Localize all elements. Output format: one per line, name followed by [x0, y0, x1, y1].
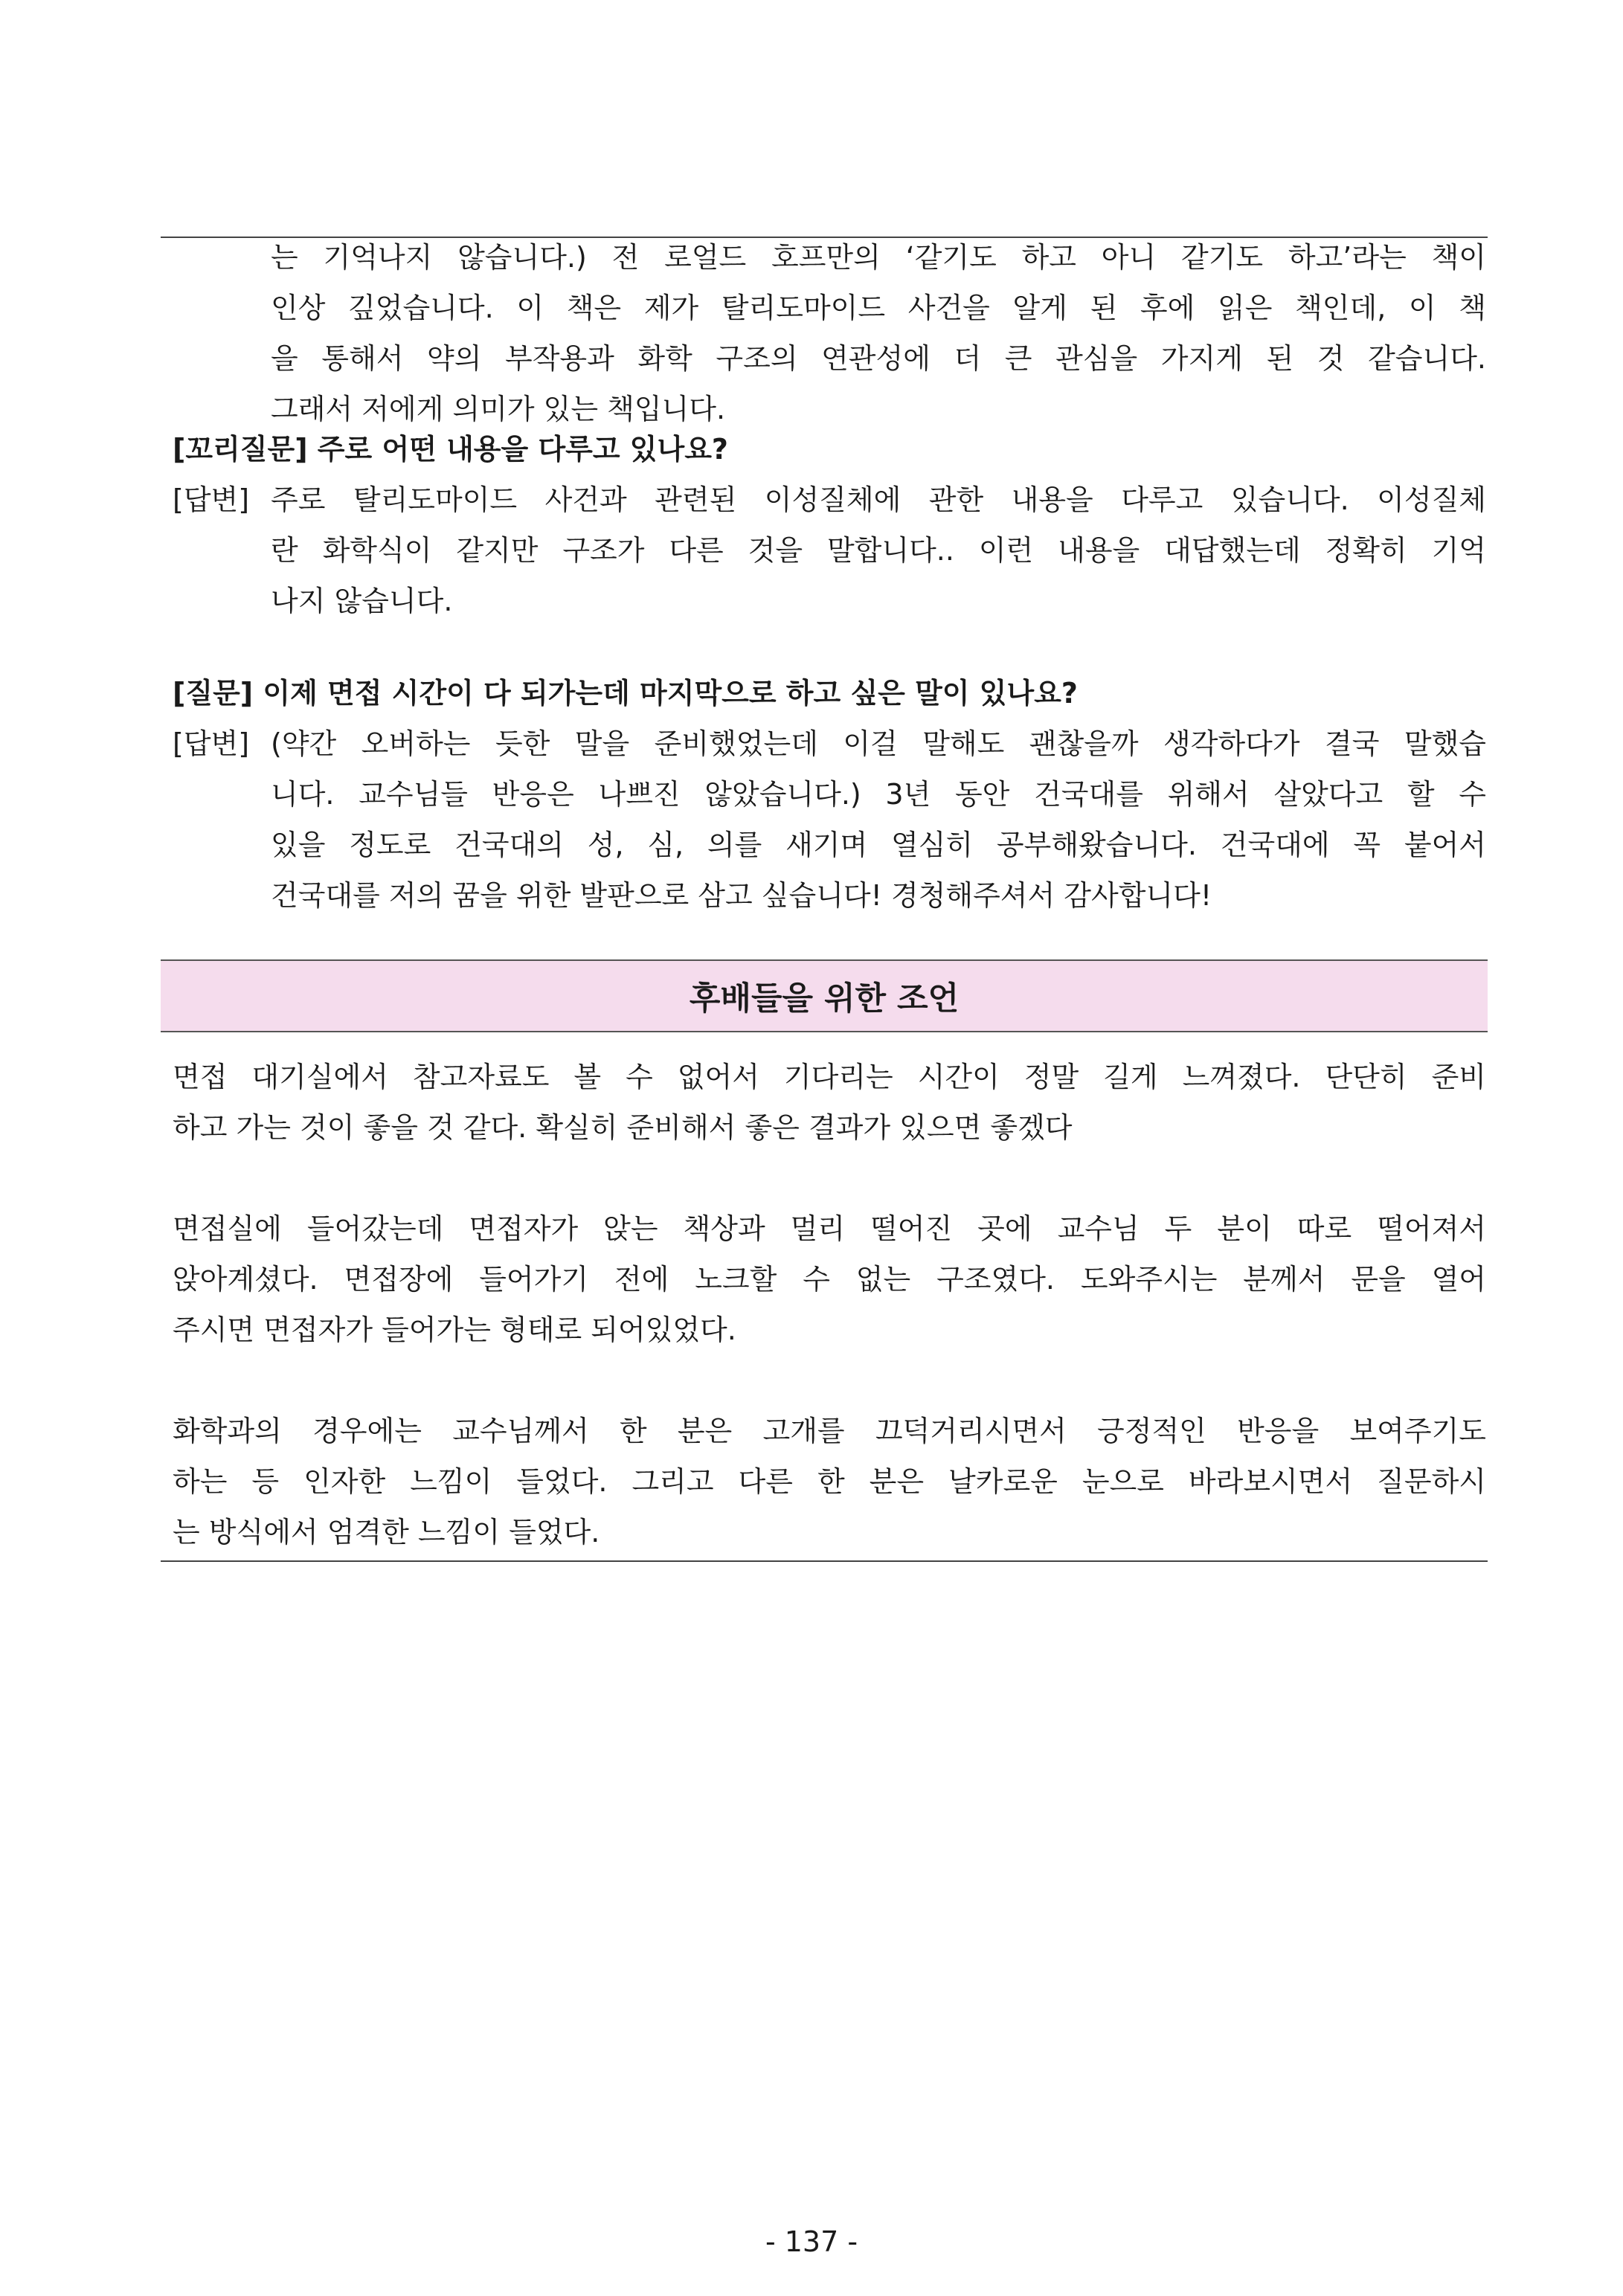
answer-line-1: (약간 오버하는 듯한 말을 준비했었는데 이걸 말해도 괜찮을까 생각하다가 결국 말했습	[271, 727, 1486, 760]
page-number: - 137 -	[765, 2225, 858, 2258]
followup-answer-label: [답변]	[173, 483, 250, 516]
advice-2-line-2: 앉아계셨다. 면접장에 들어가기 전에 노크할 수 없는 구조였다. 도와주시는 분께서 문을 열어	[173, 1263, 1486, 1296]
answer-line-4: 건국대를 저의 꿈을 위한 발판으로 삼고 싶습니다! 경청해주셔서 감사합니다!	[271, 879, 1212, 912]
followup-answer-line-2: 란 화학식이 같지만 구조가 다른 것을 말합니다.. 이런 내용을 대답했는데 정확히 기억	[271, 534, 1486, 567]
followup-answer-line-1: 주로 탈리도마이드 사건과 관련된 이성질체에 관한 내용을 다루고 있습니다. 이성질체	[271, 483, 1486, 516]
top-rule	[161, 237, 1488, 238]
continued-answer-line-2: 인상 깊었습니다. 이 책은 제가 탈리도마이드 사건을 알게 된 후에 읽은 책인데, 이 책	[271, 292, 1486, 324]
advice-3-line-2: 하는 등 인자한 느낌이 들었다. 그리고 다른 한 분은 날카로운 눈으로 바라보시면서 질문하시	[173, 1465, 1486, 1498]
bottom-rule	[161, 1560, 1488, 1562]
answer-line-3: 있을 정도로 건국대의 성, 심, 의를 새기며 열심히 공부해왔습니다. 건국대에 꼭 붙어서	[271, 829, 1486, 861]
continued-answer-line-4: 그래서 저에게 의미가 있는 책입니다.	[271, 393, 726, 425]
question: [질문] 이제 면접 시간이 다 되가는데 마지막으로 하고 싶은 말이 있나요?	[173, 677, 1078, 710]
advice-2-line-3: 주시면 면접자가 들어가는 형태로 되어있었다.	[173, 1313, 736, 1346]
advice-2-line-1: 면접실에 들어갔는데 면접자가 앉는 책상과 멀리 떨어진 곳에 교수님 두 분이 따로 떨어져서	[173, 1212, 1486, 1245]
advice-3-line-1: 화학과의 경우에는 교수님께서 한 분은 고개를 끄덕거리시면서 긍정적인 반응을 보여주기도	[173, 1415, 1486, 1447]
continued-answer-line-1: 는 기억나지 않습니다.) 전 로얼드 호프만의 ‘같기도 하고 아니 같기도 하고’라는 책이	[271, 241, 1486, 274]
advice-1-line-2: 하고 가는 것이 좋을 것 같다. 확실히 준비해서 좋은 결과가 있으면 좋겠다	[173, 1111, 1073, 1144]
section-title: 후배들을 위한 조언	[689, 980, 960, 1017]
advice-3-line-3: 는 방식에서 엄격한 느낌이 들었다.	[173, 1516, 600, 1549]
answer-line-2: 니다. 교수님들 반응은 나쁘진 않았습니다.) 3년 동안 건국대를 위해서 살았다고 할 수	[271, 778, 1486, 811]
advice-1-line-1: 면접 대기실에서 참고자료도 볼 수 없어서 기다리는 시간이 정말 길게 느껴졌다. 단단히 준비	[173, 1061, 1486, 1093]
followup-answer-line-3: 나지 않습니다.	[271, 585, 453, 617]
continued-answer-line-3: 을 통해서 약의 부작용과 화학 구조의 연관성에 더 큰 관심을 가지게 된 것 같습니다.	[271, 342, 1486, 375]
answer-label: [답변]	[173, 727, 250, 760]
section-header	[161, 959, 1488, 1032]
followup-question: [꼬리질문] 주로 어떤 내용을 다루고 있나요?	[173, 433, 728, 466]
